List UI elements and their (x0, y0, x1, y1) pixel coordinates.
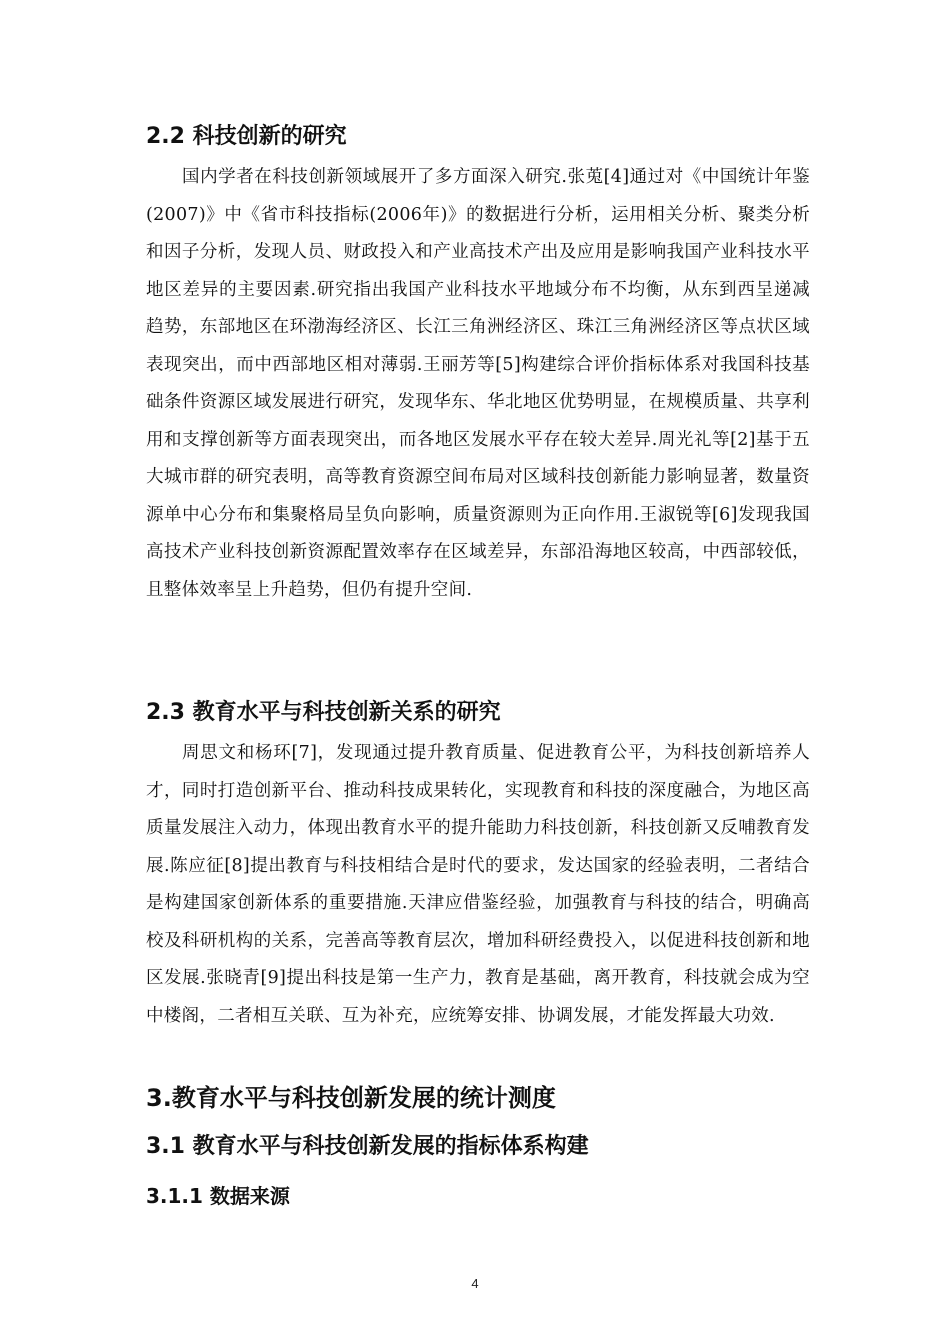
page-number: 4 (471, 1276, 479, 1291)
section-2-2-heading: 2.2 科技创新的研究 (146, 124, 347, 149)
section-3-1-1-heading: 3.1.1 数据来源 (146, 1184, 290, 1208)
section-2-3-heading: 2.3 教育水平与科技创新关系的研究 (146, 700, 501, 725)
section-3-1-heading: 3.1 教育水平与科技创新发展的指标体系构建 (146, 1134, 589, 1159)
section-3-heading: 3.教育水平与科技创新发展的统计测度 (146, 1084, 556, 1112)
section-2-3-paragraph: 周思文和杨环[7]，发现通过提升教育质量、促进教育公平，为科技创新培养人才，同时打造创新平台、推动科技成果转化，实现教育和科技的深度融合，为地区高质量发展注入动力，体现出教育水平的提升能助力科技创新，科技创新又反哺教育发展.陈应征[8]提出教育与科技相结合是时代的要求，发达国家的经验表明，二者结合是构建国家创新体系的重要措施.天津应借鉴经验，加强教育与科技的结合，明确高校及科研机构的关系，完善高等教育层次，增加科研经费投入，以促进科技创新和地区发展.张晓青[9]提出科技是第一生产力，教育是基础，离开教育，科技就会成为空中楼阁，二者相互关联、互为补充，应统筹安排、协调发展，才能发挥最大功效. (146, 743, 810, 1026)
section-2-2-paragraph: 国内学者在科技创新领域展开了多方面深入研究.张莵[4]通过对《中国统计年鉴(2007)》中《省市科技指标(2006年)》的数据进行分析，运用相关分析、聚类分析和因子分析，发现人员、财政投入和产业高技术产出及应用是影响我国产业科技水平地区差异的主要因素.研究指出我国产业科技水平地域分布不均衡，从东到西呈递减趋势，东部地区在环渤海经济区、长江三角洲经济区、珠江三角洲经济区等点状区域表现突出，而中西部地区相对薄弱.王丽芳等[5]构建综合评价指标体系对我国科技基础条件资源区域发展进行研究，发现华东、华北地区优势明显，在规模质量、共享利用和支撑创新等方面表现突出，而各地区发展水平存在较大差异.周光礼等[2]基于五大城市群的研究表明，高等教育资源空间布局对区域科技创新能力影响显著，数量资源单中心分布和集聚格局呈负向影响，质量资源则为正向作用.王淑锐等[6]发现我国高技术产业科技创新资源配置效率存在区域差异，东部沿海地区较高，中西部较低，且整体效率呈上升趋势，但仍有提升空间. (146, 167, 810, 600)
